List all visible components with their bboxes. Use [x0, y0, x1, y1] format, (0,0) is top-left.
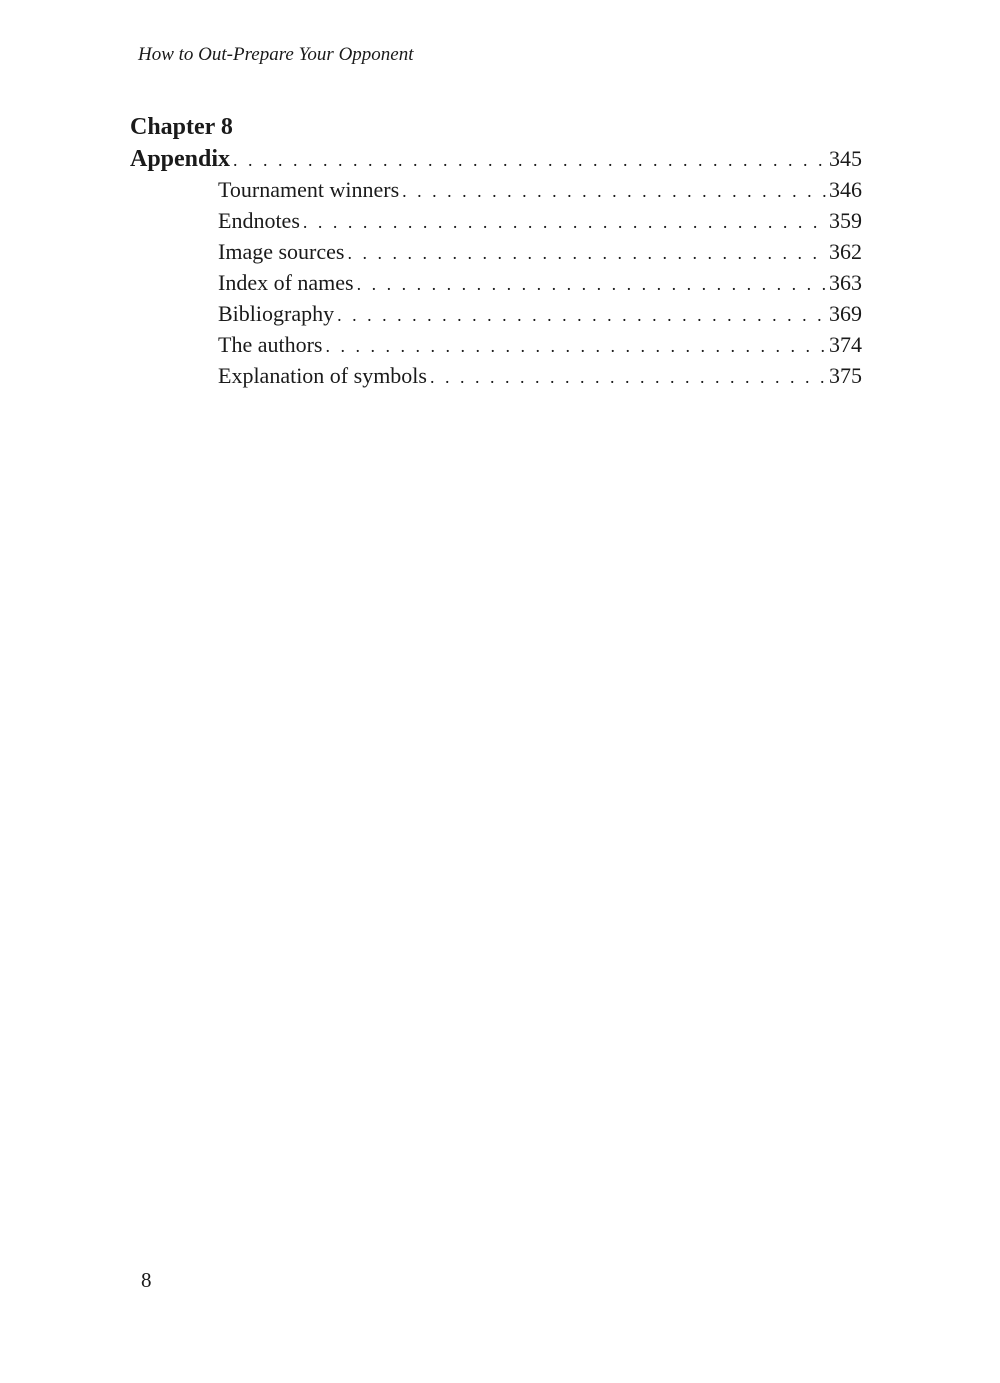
toc-entry-bibliography[interactable] — [130, 298, 862, 329]
toc-entry-page: 359 — [829, 208, 862, 233]
toc-entry-page: 345 — [829, 146, 862, 171]
toc-entry-page: 363 — [829, 270, 862, 295]
table-of-contents — [130, 112, 862, 391]
toc-entry-explanation-of-symbols[interactable] — [130, 360, 862, 391]
toc-entry-tournament-winners[interactable] — [130, 174, 862, 205]
running-head: How to Out-Prepare Your Opponent — [138, 44, 414, 65]
toc-entry-page: 375 — [829, 363, 862, 388]
toc-entry-title: Index of names — [218, 270, 354, 295]
dot-leader — [347, 238, 826, 269]
toc-entry-the-authors[interactable] — [130, 329, 862, 360]
toc-entry-image-sources[interactable] — [130, 236, 862, 267]
toc-entry-title: Bibliography — [218, 301, 335, 326]
toc-entry-title: Endnotes — [218, 208, 300, 233]
toc-entry-index-of-names[interactable] — [130, 267, 862, 298]
toc-entry-page: 369 — [829, 301, 862, 326]
dot-leader — [325, 331, 826, 362]
dot-leader — [357, 269, 826, 300]
toc-entry-appendix[interactable] — [130, 143, 862, 174]
toc-entry-title: Tournament winners — [218, 177, 400, 202]
toc-entry-page: 362 — [829, 239, 862, 264]
toc-entry-title: Explanation of symbols — [218, 363, 427, 388]
toc-entry-page: 374 — [829, 332, 862, 357]
dot-leader — [430, 362, 826, 393]
chapter-label: Chapter 8 — [130, 114, 233, 140]
dot-leader — [233, 145, 826, 176]
dot-leader — [303, 207, 826, 238]
dot-leader — [337, 300, 826, 331]
toc-entry-title: The authors — [218, 332, 323, 357]
toc-entry-page: 346 — [829, 177, 862, 202]
toc-entry-title: Appendix — [130, 146, 231, 172]
dot-leader — [402, 176, 826, 207]
toc-entry-title: Image sources — [218, 239, 345, 264]
toc-entry-endnotes[interactable] — [130, 205, 862, 236]
page-number: 8 — [141, 1268, 152, 1292]
